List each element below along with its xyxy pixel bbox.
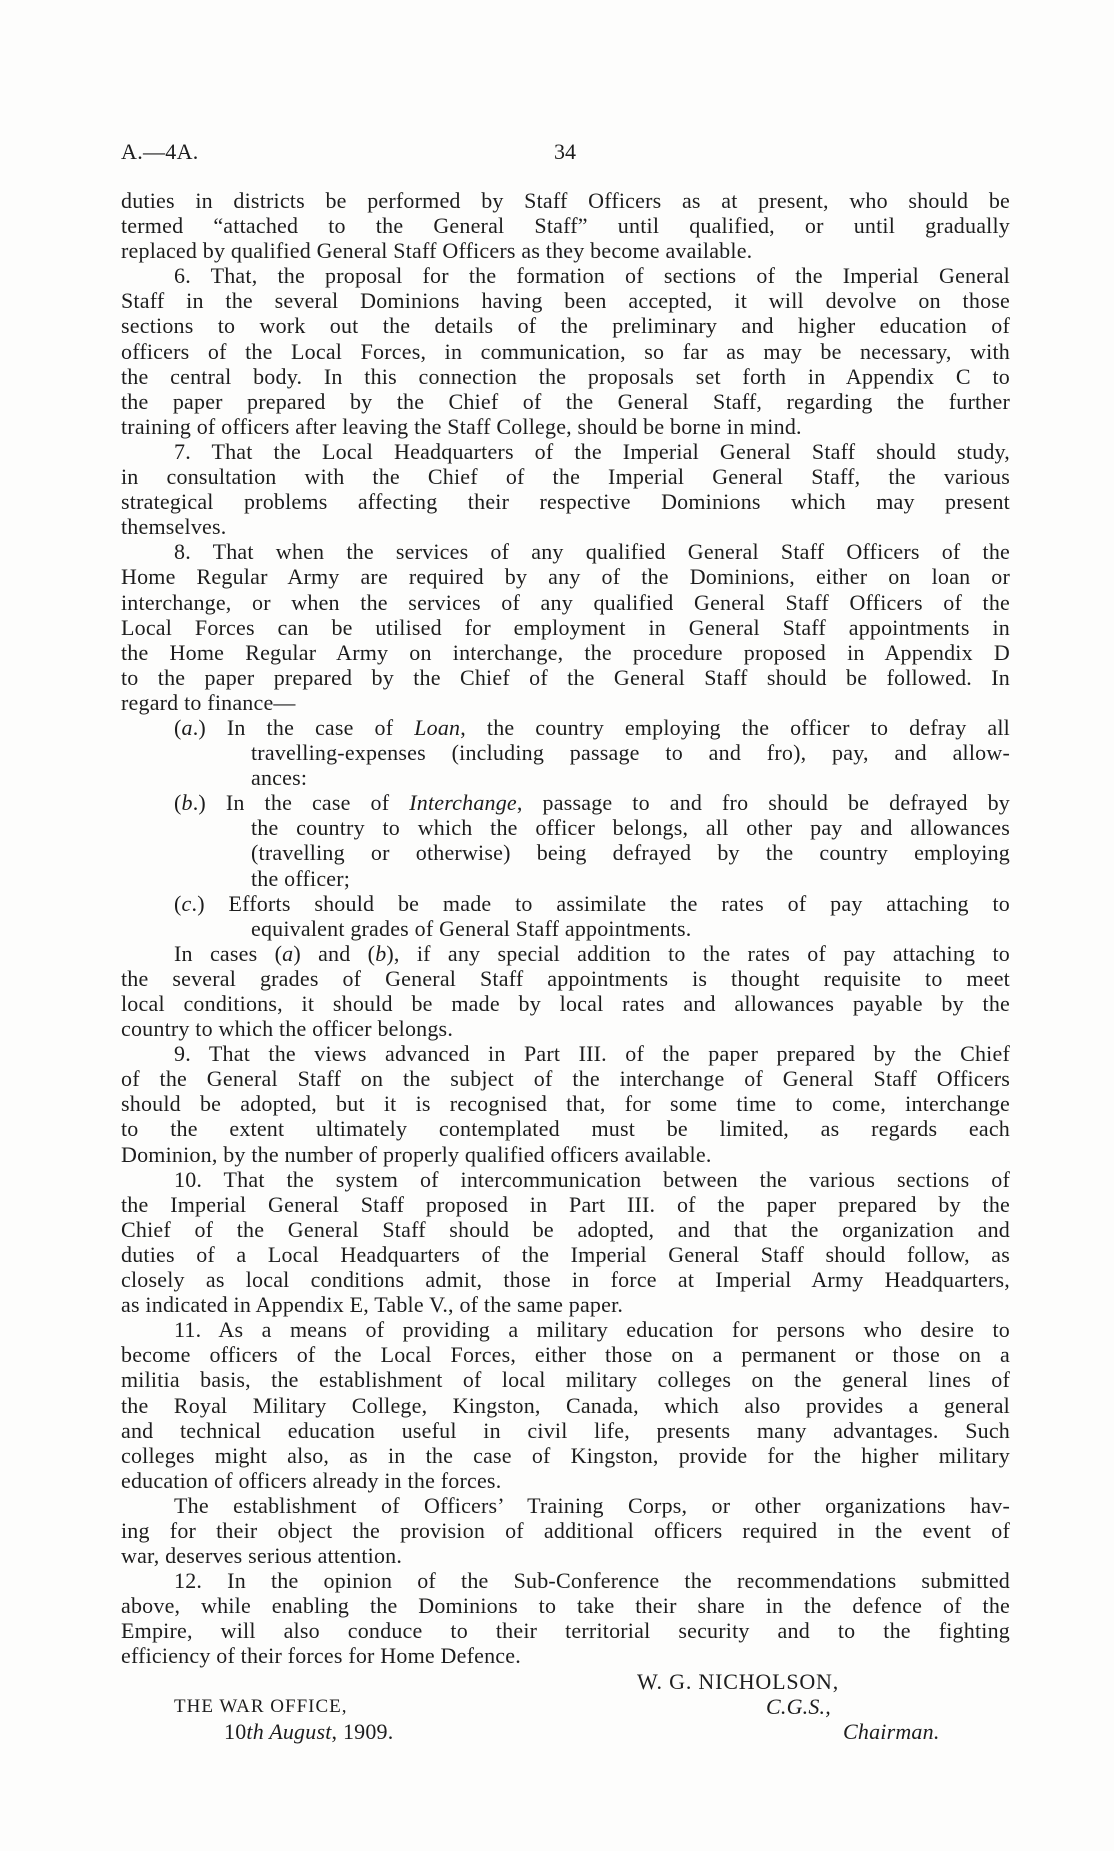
text-line: of the General Staff on the subject of the interchange of General Staff Officers bbox=[121, 1066, 1010, 1092]
text-line: closely as local conditions admit, those in force at Imperial Army Headquarters, bbox=[121, 1267, 1010, 1293]
signature-row bbox=[121, 1694, 1010, 1719]
text-line: sections to work out the details of the preliminary and higher education of bbox=[121, 313, 1010, 339]
text-line: ances: bbox=[251, 765, 308, 791]
text-line: ing for their object the provision of additional officers required in the event of bbox=[121, 1517, 1010, 1543]
text-line: interchange, or when the services of any qualified General Staff Officers of the bbox=[121, 589, 1010, 615]
text-line: the several grades of General Staff appointments is thought requisite to meet bbox=[121, 965, 1010, 991]
signatory-name: W. G. NICHOLSON, bbox=[637, 1668, 840, 1694]
document-body bbox=[121, 188, 1010, 1744]
signatory-role: Chairman. bbox=[843, 1718, 940, 1744]
text-line: officers of the Local Forces, in communication, so far as may be necessary, with bbox=[121, 338, 1010, 364]
text-segment: ( bbox=[174, 714, 182, 740]
text-line: replaced by qualified General Staff Officers as they become available. bbox=[121, 238, 753, 264]
text-line: colleges might also, as in the case of Kingston, provide for the higher military bbox=[121, 1442, 1010, 1468]
finance-item-c bbox=[121, 891, 1010, 941]
text-line: to the extent ultimately contemplated must be limited, as regards each bbox=[121, 1116, 1010, 1142]
text-line: duties in districts be performed by Staff Officers as at present, who should be bbox=[121, 188, 1010, 213]
item-letter: a bbox=[282, 940, 294, 966]
text-segment: ( bbox=[174, 790, 182, 816]
text-line: themselves. bbox=[121, 514, 227, 540]
text-line: 12. In the opinion of the Sub-Conference the recommendations submitted bbox=[174, 1568, 1010, 1594]
text-line: travelling-expenses (including passage to and fro), pay, and allow- bbox=[251, 740, 1010, 766]
text-line: become officers of the Local Forces, either those on a permanent or those on a bbox=[121, 1342, 1010, 1368]
signature-row bbox=[121, 1669, 1010, 1694]
text-line: duties of a Local Headquarters of the Imperial General Staff should follow, as bbox=[121, 1241, 1010, 1267]
text-line: Staff in the several Dominions having been accepted, it will devolve on those bbox=[121, 288, 1010, 314]
paragraph-6 bbox=[121, 263, 1010, 439]
text-line: to the paper prepared by the Chief of the General Staff should be followed. In bbox=[121, 664, 1010, 690]
text-line: The establishment of Officers’ Training Corps, or other organizations hav- bbox=[174, 1492, 1010, 1518]
text-line bbox=[121, 790, 1010, 815]
signatory-rank: C.G.S., bbox=[766, 1693, 831, 1719]
text-line: strategical problems affecting their respective Dominions which may present bbox=[121, 489, 1010, 515]
text-segment: In cases ( bbox=[174, 940, 283, 966]
date-year: , 1909. bbox=[331, 1718, 394, 1744]
text-line: efficiency of their forces for Home Defence. bbox=[121, 1643, 521, 1669]
text-line: training of officers after leaving the Staff College, should be borne in mind. bbox=[121, 413, 802, 439]
text-line: 8. That when the services of any qualified General Staff Officers of the bbox=[174, 539, 1010, 565]
text-line: Local Forces can be utilised for employment in General Staff appointments in bbox=[121, 614, 1010, 640]
text-line: the central body. In this connection the proposals set forth in Appendix C to bbox=[121, 363, 1010, 389]
date-day: 10 bbox=[224, 1718, 247, 1744]
text-line: war, deserves serious attention. bbox=[121, 1543, 403, 1569]
text-line: above, while enabling the Dominions to take their share in the defence of the bbox=[121, 1593, 1010, 1619]
text-line: 6. That, the proposal for the formation of sections of the Imperial General bbox=[174, 263, 1010, 289]
text-segment: , the country employing the officer to defray all bbox=[460, 714, 1010, 740]
text-line bbox=[121, 891, 1010, 916]
paragraph-12 bbox=[121, 1568, 1010, 1668]
text-line: and technical education useful in civil life, presents many advantages. Such bbox=[121, 1417, 1010, 1443]
text-line: the Imperial General Staff proposed in Part III. of the paper prepared by the bbox=[121, 1191, 1010, 1217]
paragraph-10 bbox=[121, 1167, 1010, 1318]
text-line: should be adopted, but it is recognised that, for some time to come, interchange bbox=[121, 1091, 1010, 1117]
text-line: the officer; bbox=[251, 865, 351, 891]
finance-item-b bbox=[121, 790, 1010, 890]
signature-row bbox=[121, 1719, 1010, 1744]
text-line bbox=[121, 715, 1010, 740]
text-line: termed “attached to the General Staff” until qualified, or until gradually bbox=[121, 213, 1010, 239]
text-segment: .) Efforts should be made to assimilate the rates of pay attaching to bbox=[191, 890, 1010, 916]
page-header bbox=[121, 139, 1010, 164]
paragraph-in-cases bbox=[121, 941, 1010, 1041]
emphasis-term: Loan bbox=[414, 714, 461, 740]
text-line bbox=[121, 941, 1010, 966]
item-letter: b bbox=[181, 790, 193, 816]
paragraph-11 bbox=[121, 1317, 1010, 1493]
issuing-office: THE WAR OFFICE, bbox=[174, 1695, 348, 1717]
text-segment: ( bbox=[174, 890, 182, 916]
text-line: (travelling or otherwise) being defrayed by the country employing bbox=[251, 840, 1010, 866]
text-segment: .) In the case of bbox=[192, 790, 410, 816]
text-segment: .) In the case of bbox=[192, 714, 415, 740]
text-line: 7. That the Local Headquarters of the Imperial General Staff should study, bbox=[174, 438, 1010, 464]
paragraph-8 bbox=[121, 539, 1010, 715]
document-reference: A.—4A. bbox=[121, 139, 199, 164]
text-line: education of officers already in the forces. bbox=[121, 1467, 502, 1493]
text-line: the Royal Military College, Kingston, Canada, which also provides a general bbox=[121, 1392, 1010, 1418]
text-line: 9. That the views advanced in Part III. of the paper prepared by the Chief bbox=[174, 1041, 1010, 1067]
text-line: as indicated in Appendix E, Table V., of the same paper. bbox=[121, 1292, 624, 1318]
text-line: the Home Regular Army on interchange, the procedure proposed in Appendix D bbox=[121, 639, 1010, 665]
page-number: 34 bbox=[554, 139, 576, 164]
text-line: Home Regular Army are required by any of the Dominions, either on loan or bbox=[121, 564, 1010, 590]
text-line: equivalent grades of General Staff appointments. bbox=[251, 915, 692, 941]
text-line: Empire, will also conduce to their territorial security and to the fighting bbox=[121, 1618, 1010, 1644]
text-line: Dominion, by the number of properly qualified officers available. bbox=[121, 1141, 712, 1167]
paragraph-9 bbox=[121, 1041, 1010, 1166]
paragraph-training-corps bbox=[121, 1493, 1010, 1568]
finance-item-a bbox=[121, 715, 1010, 790]
emphasis-term: Interchange bbox=[409, 790, 517, 816]
signature-block bbox=[121, 1669, 1010, 1744]
text-segment: ) and ( bbox=[293, 940, 376, 966]
paragraph-continued bbox=[121, 188, 1010, 263]
text-line: 11. As a means of providing a military education for persons who desire to bbox=[174, 1317, 1010, 1343]
document-date bbox=[224, 1719, 393, 1744]
item-letter: a bbox=[181, 714, 193, 740]
text-line: 10. That the system of intercommunication between the various sections of bbox=[174, 1166, 1010, 1192]
text-line: the paper prepared by the Chief of the General Staff, regarding the further bbox=[121, 388, 1010, 414]
text-line: Chief of the General Staff should be adopted, and that the organization and bbox=[121, 1216, 1010, 1242]
text-line: in consultation with the Chief of the Imperial General Staff, the various bbox=[121, 464, 1010, 490]
text-line: the country to which the officer belongs, all other pay and allowances bbox=[251, 815, 1010, 841]
text-line: militia basis, the establishment of local military colleges on the general lines of bbox=[121, 1367, 1010, 1393]
date-month: th August bbox=[246, 1718, 332, 1744]
text-segment: ), if any special addition to the rates of pay attaching to bbox=[386, 940, 1010, 966]
text-segment: , passage to and fro should be defrayed by bbox=[516, 790, 1010, 816]
text-line: local conditions, it should be made by local rates and allowances payable by the bbox=[121, 991, 1010, 1016]
item-letter: c bbox=[181, 890, 192, 916]
text-line: regard to finance— bbox=[121, 689, 296, 715]
item-letter: b bbox=[375, 940, 387, 966]
text-line: country to which the officer belongs. bbox=[121, 1016, 454, 1042]
paragraph-7 bbox=[121, 439, 1010, 539]
